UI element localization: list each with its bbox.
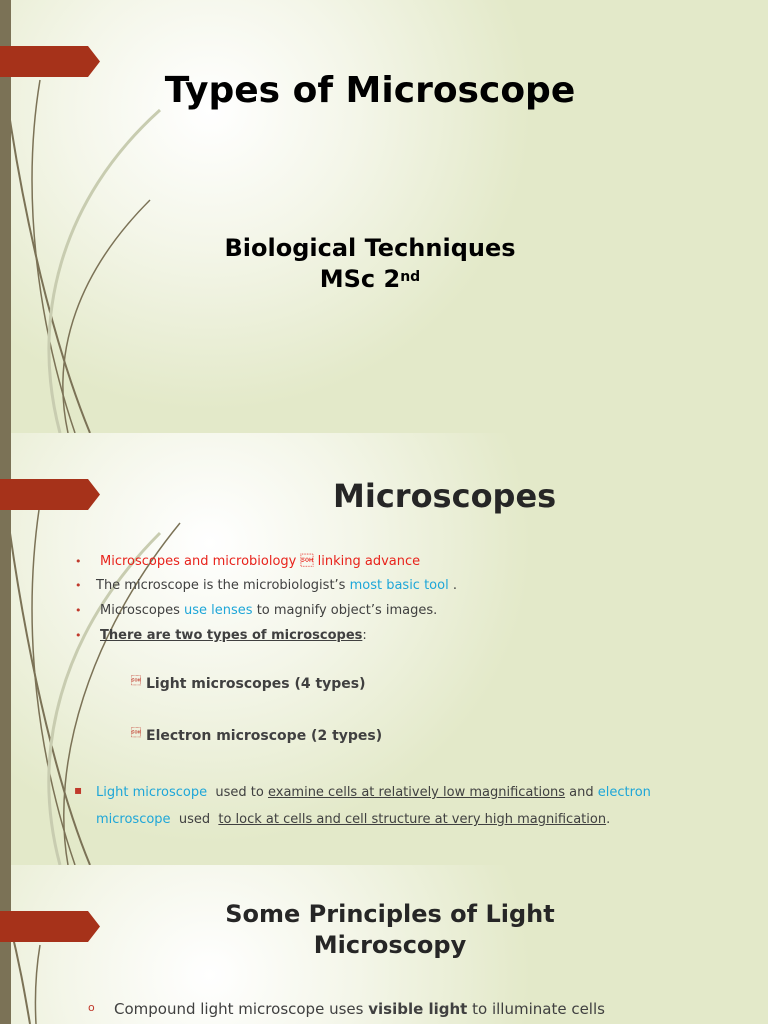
slide-title-text: Types of Microscope [164, 70, 576, 111]
bullet-bold: visible light [368, 1000, 468, 1018]
summary-term: electron [597, 785, 651, 800]
bullet-text: Microscopes and microbiology  linking advance [100, 554, 421, 569]
bullet-marker: • [75, 604, 82, 617]
bullet-marker: o [88, 1001, 95, 1014]
title-flag [0, 479, 100, 510]
heading-line2: Microscopy [313, 931, 467, 959]
bullet-text [114, 1000, 605, 1018]
slide-principles [0, 865, 768, 1024]
bullet-highlight: most basic tool [349, 578, 449, 593]
bullet-text-part: Microscopes [100, 603, 185, 618]
sub-bullet-marker:  [131, 728, 141, 739]
bullet-text [100, 603, 437, 618]
bullet-text-part: The microscope is the microbiologist’s [96, 578, 350, 593]
summary-underlined: examine cells at relatively low magnifications [267, 785, 566, 800]
sub-bullet-marker:  [131, 676, 141, 687]
summary-text: used to [207, 785, 268, 800]
bullet-marker: • [75, 555, 82, 568]
slide-title [0, 0, 768, 433]
left-accent-bar [0, 865, 11, 1024]
summary-text: . [606, 812, 611, 827]
bullet-underlined: There are two types of microscopes [100, 628, 363, 643]
subtitle-sup: nd [400, 269, 421, 285]
bullet-text [96, 578, 457, 593]
summary-marker: ▪ [74, 783, 83, 797]
title-flag [0, 911, 100, 942]
summary-line2 [96, 812, 610, 827]
slide-heading: Microscopes [333, 477, 557, 515]
summary-term: microscope [96, 812, 171, 827]
bullet-text-part: to magnify object’s images. [252, 603, 438, 618]
summary-term: Light microscope [96, 785, 208, 800]
sub-bullet-text: Light microscopes (4 types) [146, 676, 366, 692]
summary-text: used [170, 812, 219, 827]
bullet-text-part: to illuminate cells [467, 1000, 605, 1018]
subtitle-line2 [0, 264, 740, 295]
subtitle-course: MSc 2 [319, 265, 401, 293]
summary-underlined: to lock at cells and cell structure at very high magnification [218, 812, 607, 827]
bullet-text-part: : [362, 628, 367, 643]
summary-line1 [96, 785, 651, 800]
slide-microscopes [0, 433, 768, 865]
sub-bullet-text: Electron microscope (2 types) [146, 728, 383, 744]
bullet-text [100, 628, 367, 643]
slide-heading [170, 899, 610, 961]
bullet-marker: • [75, 579, 82, 592]
bullet-text-part: . [448, 578, 457, 593]
bullet-marker: • [75, 629, 82, 642]
summary-text: and [565, 785, 598, 800]
subtitle-line1: Biological Techniques [224, 234, 516, 262]
heading-line1: Some Principles of Light [225, 900, 555, 928]
bullet-highlight: use lenses [184, 603, 253, 618]
bullet-text-part: Compound light microscope uses [114, 1000, 369, 1018]
